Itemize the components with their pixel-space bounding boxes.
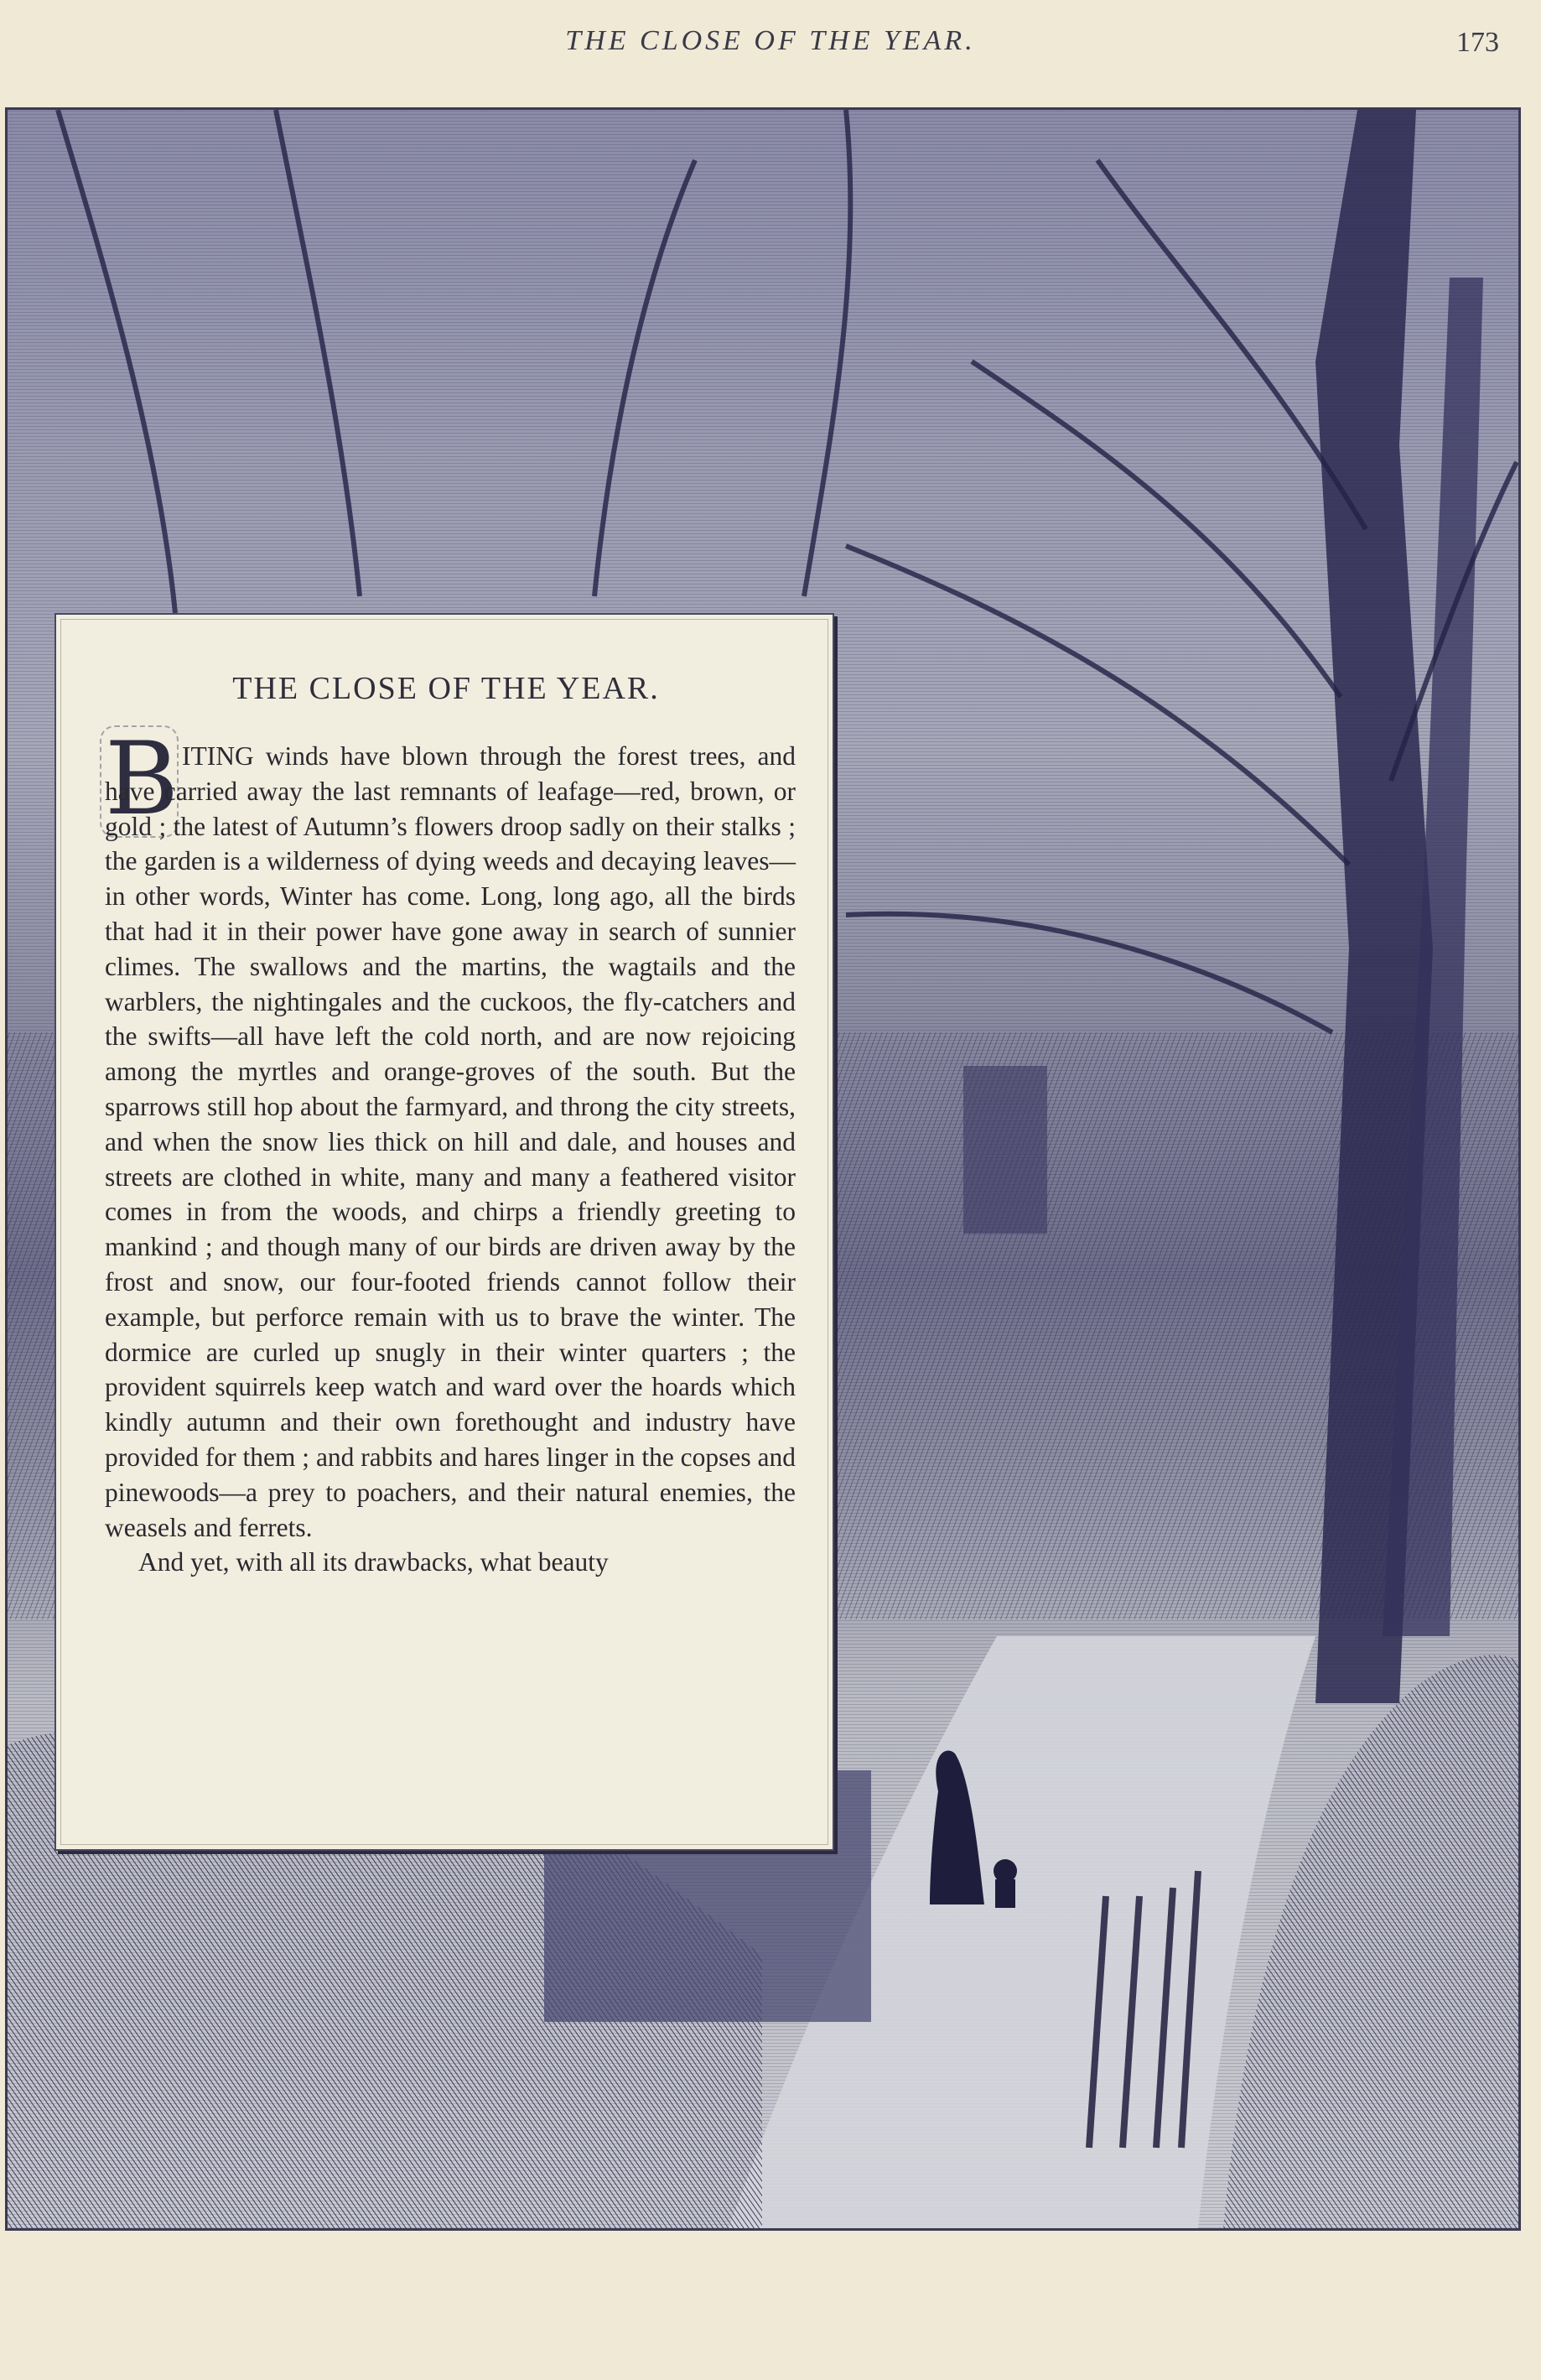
running-title: THE CLOSE OF THE YEAR. <box>565 25 976 56</box>
paragraph-1-text: ITING winds have blown through the forest trees, and have carried away the last remnants of leafage—red, brown, or gold ; the latest of Autumn’s flowers droop sadly on their stalks ; the garden is a wilderness of dying weeds and decaying leaves—in other words, Winter has come. Long, long ago, all the birds that had it in their power have gone away in search of sunnier climes. The swallows and the martins, the wagtails and the warblers, the nightingales and the cuckoos, the fly-catchers and the swifts—all have left the cold north, and are now rejoicing among the myrtles and orange-groves of the south. But the sparrows still hop about the farmyard, and throng the city streets, and when the snow lies thick on hill and dale, and houses and streets are clothed in white, many and many a feathered visitor comes in from the woods, and chirps a friendly greeting to mankind ; and though many of our birds are driven away by the frost and snow, our four-footed friends cannot follow their example, but perforce remain with us to brave the winter. The dormice are curled up snugly in their winter quarters ; the provident squirrels keep watch and ward over the hoards which kindly autumn and their own forethought and industry have provided for them ; and rabbits and hares linger in the copses and pinewoods—a prey to poachers, and their natural enemies, the weasels and ferrets. <box>105 741 796 1542</box>
running-head <box>0 25 1541 67</box>
decorative-drop-cap: B <box>105 721 179 838</box>
article-title: THE CLOSE OF THE YEAR. <box>232 671 660 706</box>
article-text-panel <box>54 613 834 1851</box>
distant-church-tower <box>963 1066 1047 1234</box>
winter-engraving-illustration <box>5 107 1521 2231</box>
child-figure <box>994 1859 1017 1883</box>
page-number: 173 <box>1456 27 1499 58</box>
article-paragraph: And yet, with all its drawbacks, what beauty <box>138 1547 609 1577</box>
article-body <box>105 739 796 1580</box>
article-paragraph <box>105 739 796 1545</box>
